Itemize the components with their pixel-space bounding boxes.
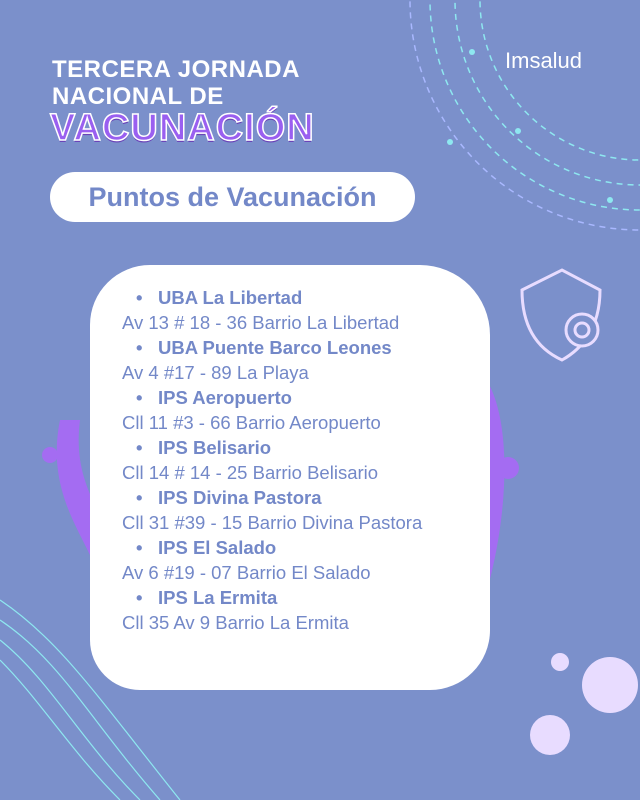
list-item (122, 335, 422, 385)
point-address: Cll 14 # 14 - 25 Barrio Belisario (122, 462, 379, 483)
point-name: • IPS El Salado (122, 535, 422, 560)
subtitle-pill: Puntos de Vacunación (50, 172, 415, 222)
virus-icons (530, 653, 638, 755)
imsalud-logo: Imsalud (505, 48, 583, 73)
point-name: • IPS Divina Pastora (122, 485, 422, 510)
point-address: Cll 11 #3 - 66 Barrio Aeropuerto (122, 412, 381, 433)
points-list (122, 285, 422, 635)
list-item (122, 535, 422, 585)
list-item (122, 435, 422, 485)
point-address: Av 13 # 18 - 36 Barrio La Libertad (122, 312, 400, 333)
title-line-1: TERCERA JORNADA (52, 56, 300, 83)
point-name: • IPS Belisario (122, 435, 422, 460)
point-name: • UBA Puente Barco Leones (122, 335, 422, 360)
title-highlight: VACUNACIÓN (50, 107, 315, 149)
title (52, 56, 300, 110)
list-item (122, 385, 422, 435)
dashed-arcs (410, 0, 640, 230)
point-address: Av 4 #17 - 89 La Playa (122, 362, 309, 383)
point-address: Cll 31 #39 - 15 Barrio Divina Pastora (122, 512, 423, 533)
point-address: Av 6 #19 - 07 Barrio El Salado (122, 562, 371, 583)
point-address: Cll 35 Av 9 Barrio La Ermita (122, 612, 349, 633)
point-name: • IPS La Ermita (122, 585, 422, 610)
list-item (122, 485, 422, 535)
point-name: • IPS Aeropuerto (122, 385, 422, 410)
title-line-2: NACIONAL DE (52, 83, 224, 110)
point-name: • UBA La Libertad (122, 285, 422, 310)
list-item (122, 285, 422, 335)
shield-virus-icon (522, 270, 600, 360)
list-item (122, 585, 422, 635)
